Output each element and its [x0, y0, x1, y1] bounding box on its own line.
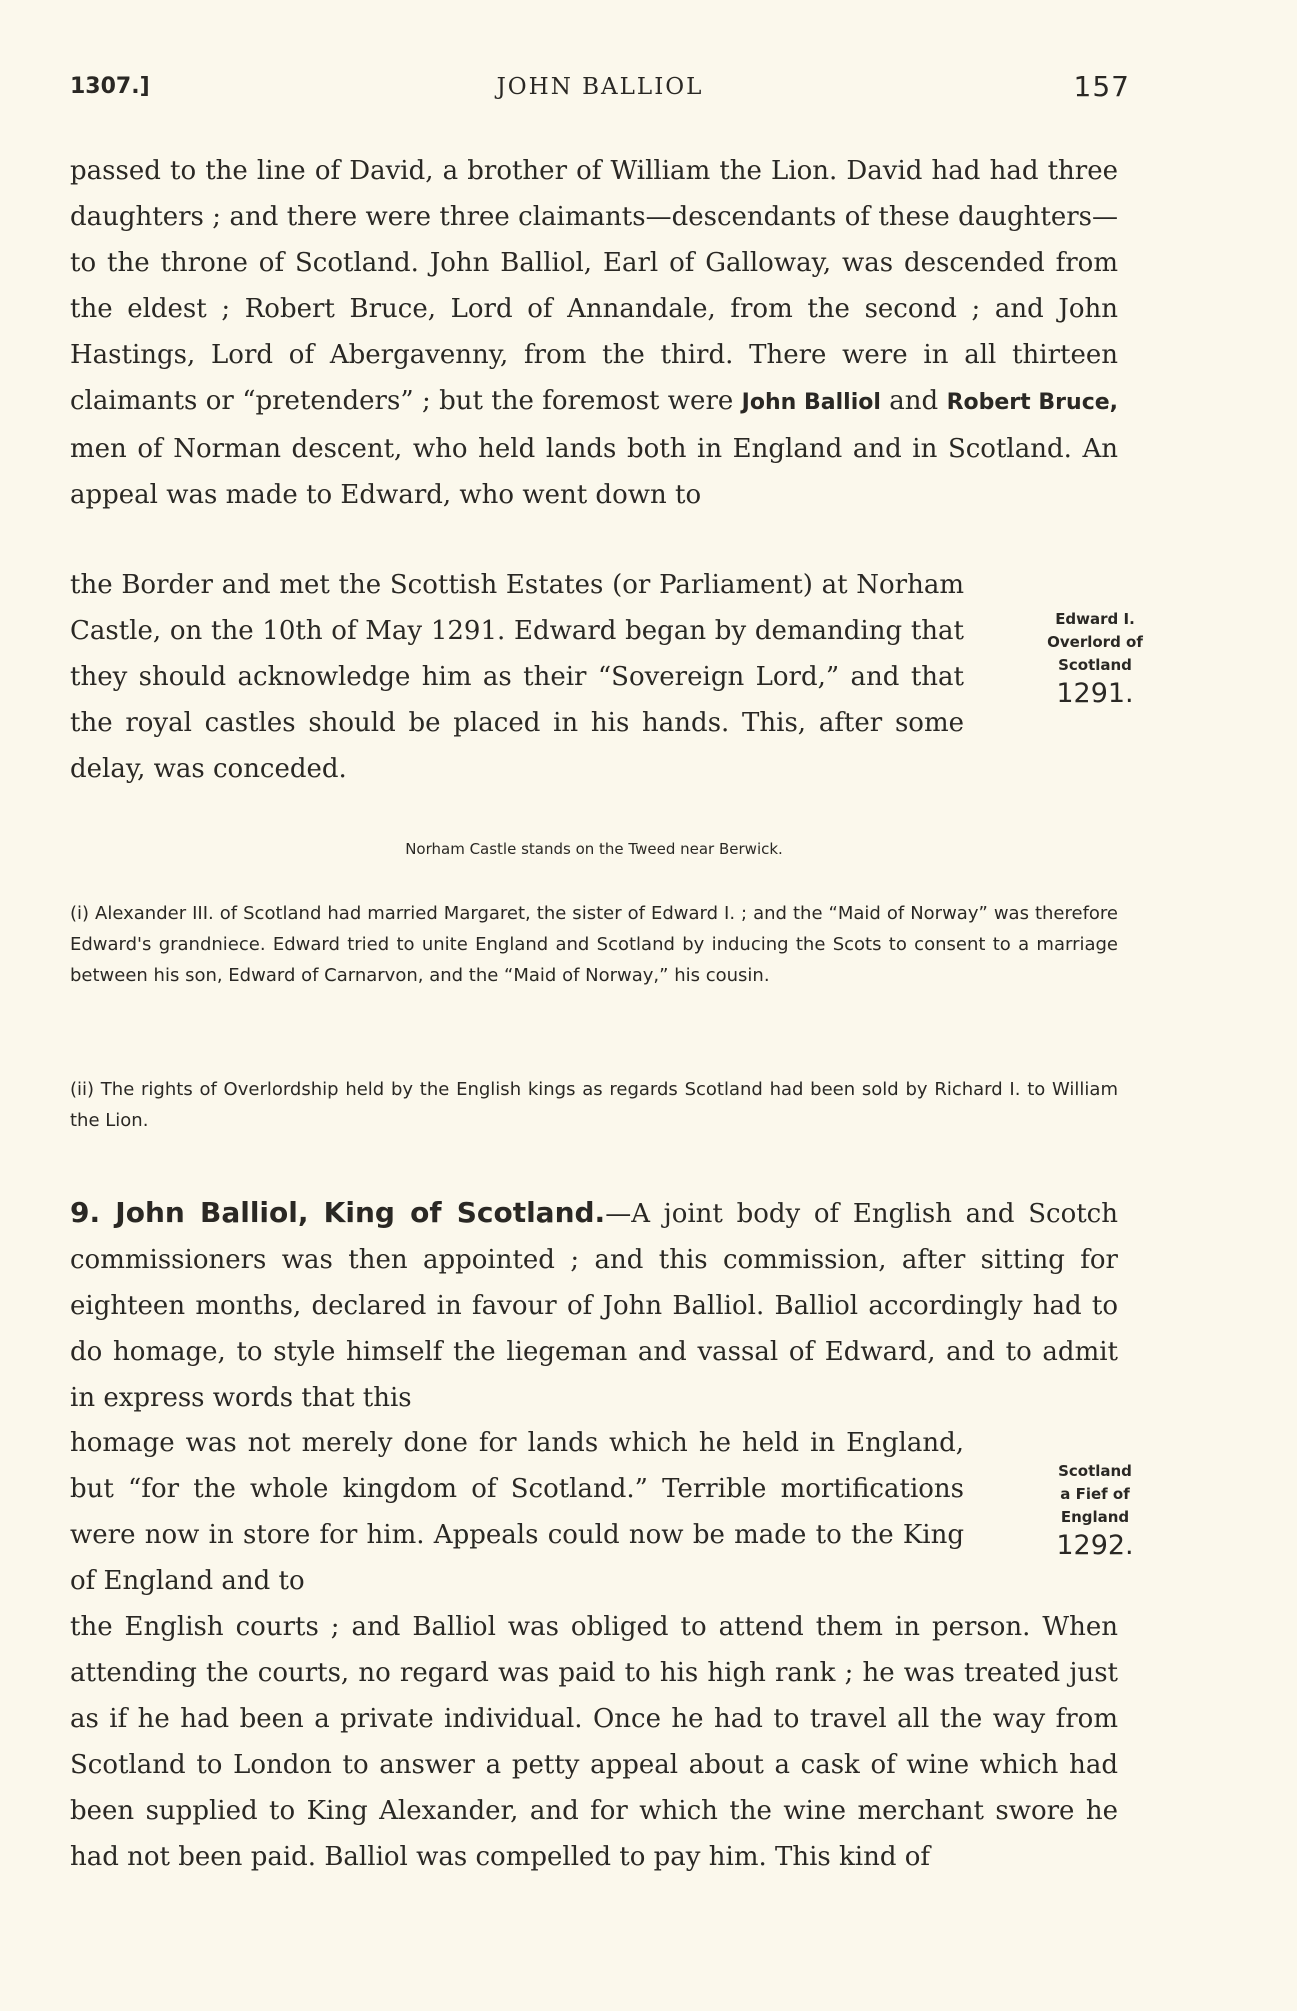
sidenote-overlord-line1: Edward I.	[1055, 610, 1135, 628]
paragraph-1-bold-bruce: Robert Bruce,	[946, 390, 1119, 415]
sidenote-overlord-line3: Scotland	[1058, 656, 1132, 674]
footnote-2: (ii) The rights of Overlordship held by the English kings as regards Scotland had been sold by Richard I. to William the Lion.	[70, 1079, 1118, 1131]
paragraph-1-text-a: passed to the line of David, a brother of William the Lion. David had had three daughters ; and there were three claimants—descendants of these daughters—to the throne of Scotland. John Balliol, Earl of Galloway, was descended from the eldest ; Robert Bruce, Lord of Annandale, from the second ; and John Hastings, Lord of Abergavenny, from the third. There were in all thirteen claimants or “pretenders” ; but the foremost were	[70, 156, 1118, 416]
paragraph-1-text-b: men of Norman descent, who held lands both in England and in Scotland. An appeal was made to Edward, who went down to	[70, 434, 1118, 510]
section-9-text-a: —A joint body of English and Scotch commissioners was then appointed ; and this commission, after sitting for eighteen months, declared in favour of John Balliol. Balliol accordingly had to do homage, to style himself the liegeman and vassal of Edward, and to admit in express words that this	[70, 1199, 1118, 1413]
sidenote-fief	[1040, 1460, 1150, 1563]
paragraph-1-part-c: the Border and met the Scottish Estates (or Parliament) at Norham Castle, on the 10th of May 1291. Edward began by demanding that they should acknowledge him as their “Sovereign Lord,” and that the royal castles should be placed in his hands. This, after some delay, was conceded.	[70, 570, 964, 784]
sidenote-fief-line2: a Fief of	[1060, 1485, 1130, 1503]
illustration-caption: Norham Castle stands on the Tweed near Berwick.	[405, 840, 783, 858]
footnote-1: (i) Alexander III. of Scotland had married Margaret, the sister of Edward I. ; and the “Maid of Norway” was therefore Edward's grandniece. Edward tried to unite England and Scotland by inducing the Scots to consent to a marriage between his son, Edward of Carnarvon, and the “Maid of Norway,” his cousin.	[70, 903, 1118, 986]
paragraph-1-part-a	[70, 148, 1118, 518]
running-head-title: JOHN BALLIOL	[496, 74, 704, 100]
section-9-part-c: the English courts ; and Balliol was obliged to attend them in person. When attending the courts, no regard was paid to his high rank ; he was treated just as if he had been a private individual. Once he had to travel all the way from Scotland to London to answer a petty appeal about a cask of wine which had been supplied to King Alexander, and for which the wine merchant swore he had not been paid. Balliol was compelled to pay him. This kind of	[70, 1612, 1118, 1872]
paragraph-1-and: and	[889, 386, 939, 416]
page-number: 157	[1073, 70, 1130, 103]
section-9-part-a	[70, 1190, 1118, 1421]
sidenote-fief-year: 1292.	[1056, 1530, 1134, 1561]
section-9-part-b: homage was not merely done for lands which he held in England, but “for the whole kingdom of Scotland.” Terrible mortifications were now in store for him. Appeals could now be made to the King of England and to	[70, 1428, 964, 1596]
sidenote-overlord-year: 1291.	[1056, 678, 1134, 709]
paragraph-1-bold-balliol: John Balliol	[741, 390, 881, 415]
running-head	[70, 70, 1130, 110]
running-head-year: 1307.]	[70, 74, 150, 99]
sidenote-fief-line3: England	[1060, 1508, 1130, 1526]
sidenote-overlord	[1040, 608, 1150, 711]
sidenote-overlord-line2: Overlord of	[1047, 633, 1143, 651]
sidenote-fief-line1: Scotland	[1058, 1462, 1132, 1480]
section-9-heading: 9. John Balliol, King of Scotland.	[70, 1196, 606, 1229]
